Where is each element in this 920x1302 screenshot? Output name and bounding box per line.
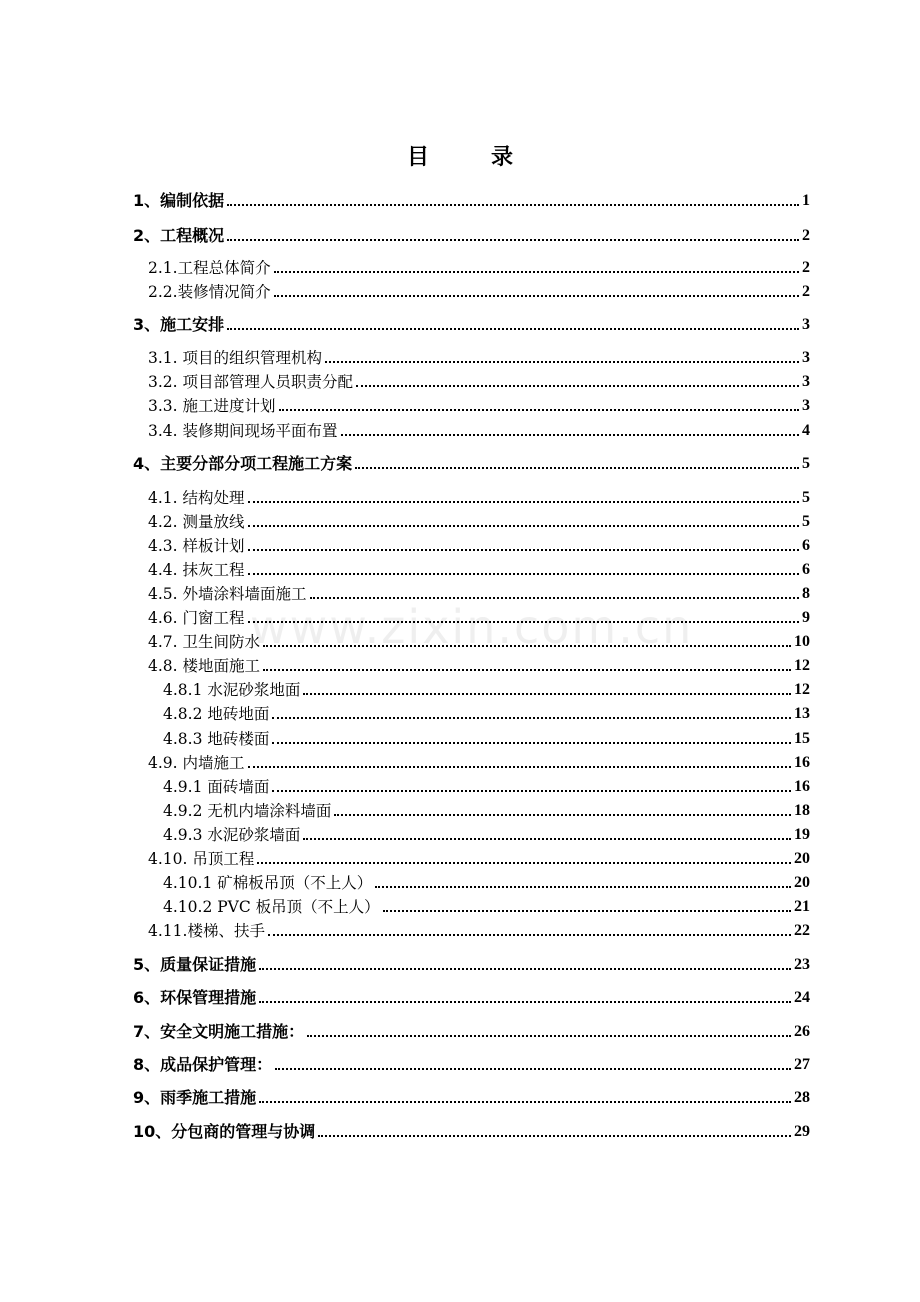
toc-entry-page-number: 16 bbox=[794, 754, 810, 771]
toc-entry-label: 1、编制依据 bbox=[133, 191, 225, 210]
toc-entry-label: 4.2. 测量放线 bbox=[148, 513, 245, 531]
toc-entry-label: 4.9.1 面砖墙面 bbox=[163, 778, 270, 796]
toc-entry[interactable] bbox=[148, 347, 810, 369]
toc-entry-page-number: 29 bbox=[794, 1123, 810, 1140]
toc-entry-label: 4.7. 卫生间防水 bbox=[148, 633, 261, 651]
toc-entry-page-number: 27 bbox=[794, 1056, 810, 1073]
toc-entry-page-number: 9 bbox=[802, 609, 810, 626]
toc-dot-leader bbox=[334, 814, 791, 816]
toc-entry[interactable] bbox=[163, 776, 810, 798]
toc-dot-leader bbox=[307, 1035, 791, 1037]
toc-dot-leader bbox=[275, 1068, 791, 1070]
toc-entry-label: 5、质量保证措施 bbox=[133, 955, 257, 974]
toc-entry-page-number: 13 bbox=[794, 705, 810, 722]
toc-entry[interactable] bbox=[148, 371, 810, 393]
watermark: www.zixin.com.cn bbox=[250, 600, 694, 654]
toc-dot-leader bbox=[268, 934, 791, 936]
toc-dot-leader bbox=[248, 621, 799, 623]
toc-dot-leader bbox=[248, 501, 799, 503]
toc-entry-page-number: 10 bbox=[794, 633, 810, 650]
toc-entry[interactable] bbox=[133, 225, 810, 247]
toc-dot-leader bbox=[272, 790, 791, 792]
toc-dot-leader bbox=[303, 838, 791, 840]
toc-entry-page-number: 26 bbox=[794, 1023, 810, 1040]
toc-entry-page-number: 12 bbox=[794, 681, 810, 698]
toc-entry-page-number: 2 bbox=[802, 283, 810, 300]
toc-entry[interactable] bbox=[148, 631, 810, 653]
toc-dot-leader bbox=[227, 239, 799, 241]
toc-entry[interactable] bbox=[163, 896, 810, 918]
toc-entry-label: 4.6. 门窗工程 bbox=[148, 609, 245, 627]
toc-entry[interactable] bbox=[163, 800, 810, 822]
toc-entry-page-number: 12 bbox=[794, 657, 810, 674]
toc-entry-label: 3.4. 装修期间现场平面布置 bbox=[148, 422, 338, 440]
toc-entry-page-number: 18 bbox=[794, 802, 810, 819]
toc-entry-page-number: 19 bbox=[794, 826, 810, 843]
toc-entry[interactable] bbox=[133, 987, 810, 1009]
toc-entry[interactable] bbox=[148, 655, 810, 677]
toc-entry-label: 4.8.2 地砖地面 bbox=[163, 705, 270, 723]
toc-entry[interactable] bbox=[133, 954, 810, 976]
toc-entry-page-number: 28 bbox=[794, 1089, 810, 1106]
toc-entry-label: 4.1. 结构处理 bbox=[148, 489, 245, 507]
toc-entry-label: 4.10.1 矿棉板吊顶（不上人） bbox=[163, 874, 373, 892]
toc-entry[interactable] bbox=[148, 920, 810, 942]
toc-dot-leader bbox=[272, 717, 791, 719]
toc-entry-label: 10、分包商的管理与协调 bbox=[133, 1122, 316, 1141]
toc-entry-page-number: 20 bbox=[794, 850, 810, 867]
toc-entry[interactable] bbox=[148, 607, 810, 629]
toc-entry-label: 4.8.1 水泥砂浆地面 bbox=[163, 681, 301, 699]
toc-entry[interactable] bbox=[133, 1054, 810, 1076]
toc-entry[interactable] bbox=[133, 314, 810, 336]
toc-entry-label: 9、雨季施工措施 bbox=[133, 1088, 257, 1107]
toc-dot-leader bbox=[272, 742, 791, 744]
toc-entry[interactable] bbox=[163, 679, 810, 701]
toc-entry-label: 4.9.3 水泥砂浆墙面 bbox=[163, 826, 301, 844]
toc-entry-page-number: 4 bbox=[802, 422, 810, 439]
toc-entry[interactable] bbox=[133, 190, 810, 212]
toc-entry-label: 6、环保管理措施 bbox=[133, 988, 257, 1007]
toc-entry[interactable] bbox=[133, 453, 810, 475]
toc-entry[interactable] bbox=[163, 872, 810, 894]
toc-entry[interactable] bbox=[148, 752, 810, 774]
toc-dot-leader bbox=[227, 328, 799, 330]
toc-entry-page-number: 2 bbox=[802, 227, 810, 244]
toc-entry[interactable] bbox=[133, 1087, 810, 1109]
toc-entry-page-number: 6 bbox=[802, 561, 810, 578]
toc-entry-label: 2、工程概况 bbox=[133, 226, 225, 245]
toc-entry-page-number: 5 bbox=[802, 455, 810, 472]
toc-entry-label: 4、主要分部分项工程施工方案 bbox=[133, 454, 353, 473]
toc-entry-page-number: 3 bbox=[802, 316, 810, 333]
toc-dot-leader bbox=[274, 271, 799, 273]
toc-entry-page-number: 20 bbox=[794, 874, 810, 891]
toc-dot-leader bbox=[227, 204, 799, 206]
toc-entry-label: 4.8. 楼地面施工 bbox=[148, 657, 261, 675]
toc-dot-leader bbox=[355, 467, 799, 469]
toc-entry[interactable] bbox=[148, 535, 810, 557]
toc-entry-label: 3、施工安排 bbox=[133, 315, 225, 334]
toc-dot-leader bbox=[259, 1001, 791, 1003]
toc-entry[interactable] bbox=[163, 728, 810, 750]
toc-dot-leader bbox=[248, 766, 791, 768]
toc-dot-leader bbox=[341, 434, 799, 436]
toc-entry-page-number: 16 bbox=[794, 778, 810, 795]
toc-entry[interactable] bbox=[148, 583, 810, 605]
toc-dot-leader bbox=[263, 669, 791, 671]
toc-entry[interactable] bbox=[148, 559, 810, 581]
toc-entry-label: 8、成品保护管理： bbox=[133, 1055, 273, 1074]
toc-entry-page-number: 5 bbox=[802, 489, 810, 506]
toc-entry-page-number: 1 bbox=[802, 192, 810, 209]
toc-entry-page-number: 3 bbox=[802, 397, 810, 414]
toc-dot-leader bbox=[259, 1101, 791, 1103]
toc-entry[interactable] bbox=[133, 1121, 810, 1143]
toc-entry[interactable] bbox=[148, 257, 810, 279]
toc-dot-leader bbox=[263, 645, 791, 647]
toc-dot-leader bbox=[303, 693, 791, 695]
toc-entry[interactable] bbox=[148, 511, 810, 533]
page-title: 目 录 bbox=[406, 144, 533, 170]
toc-entry-page-number: 2 bbox=[802, 259, 810, 276]
toc-entry-page-number: 21 bbox=[794, 898, 810, 915]
toc-entry-page-number: 3 bbox=[802, 373, 810, 390]
toc-entry-page-number: 22 bbox=[794, 922, 810, 939]
toc-dot-leader bbox=[248, 549, 799, 551]
toc-entry-page-number: 15 bbox=[794, 730, 810, 747]
toc-entry[interactable] bbox=[163, 703, 810, 725]
toc-entry-label: 4.10.2 PVC 板吊顶（不上人） bbox=[163, 898, 380, 916]
toc-entry-label: 4.11.楼梯、扶手 bbox=[148, 922, 265, 940]
toc-entry[interactable] bbox=[133, 1021, 810, 1043]
toc-entry-page-number: 8 bbox=[802, 585, 810, 602]
toc-entry[interactable] bbox=[148, 281, 810, 303]
toc-dot-leader bbox=[375, 886, 791, 888]
toc-dot-leader bbox=[248, 525, 799, 527]
toc-entry-label: 7、安全文明施工措施： bbox=[133, 1022, 305, 1041]
toc-dot-leader bbox=[248, 573, 799, 575]
toc-entry-page-number: 6 bbox=[802, 537, 810, 554]
toc-entry-label: 4.4. 抹灰工程 bbox=[148, 561, 245, 579]
toc-entry-label: 4.10. 吊顶工程 bbox=[148, 850, 255, 868]
toc-dot-leader bbox=[279, 409, 799, 411]
toc-entry-page-number: 5 bbox=[802, 513, 810, 530]
toc-entry-label: 2.1.工程总体简介 bbox=[148, 259, 271, 277]
toc-entry-page-number: 3 bbox=[802, 349, 810, 366]
toc-entry[interactable] bbox=[148, 395, 810, 417]
toc-dot-leader bbox=[383, 910, 791, 912]
toc-entry-label: 4.5. 外墙涂料墙面施工 bbox=[148, 585, 307, 603]
toc-entry-label: 4.3. 样板计划 bbox=[148, 537, 245, 555]
toc-entry-page-number: 24 bbox=[794, 989, 810, 1006]
toc-dot-leader bbox=[356, 385, 799, 387]
toc-entry[interactable] bbox=[148, 848, 810, 870]
toc-entry-label: 2.2.装修情况简介 bbox=[148, 283, 271, 301]
toc-entry[interactable] bbox=[163, 824, 810, 846]
toc-entry-label: 3.3. 施工进度计划 bbox=[148, 397, 276, 415]
toc-entry-page-number: 23 bbox=[794, 956, 810, 973]
toc-dot-leader bbox=[310, 597, 799, 599]
toc-dot-leader bbox=[274, 295, 799, 297]
toc-dot-leader bbox=[318, 1135, 791, 1137]
toc-entry-label: 4.9.2 无机内墙涂料墙面 bbox=[163, 802, 332, 820]
toc-entry-label: 4.8.3 地砖楼面 bbox=[163, 730, 270, 748]
toc-entry[interactable] bbox=[148, 487, 810, 509]
toc-entry-label: 3.2. 项目部管理人员职责分配 bbox=[148, 373, 354, 391]
toc-dot-leader bbox=[325, 361, 799, 363]
toc-dot-leader bbox=[257, 862, 791, 864]
toc-entry[interactable] bbox=[148, 420, 810, 442]
toc-entry-label: 4.9. 内墙施工 bbox=[148, 754, 245, 772]
toc-dot-leader bbox=[259, 968, 791, 970]
toc-entry-label: 3.1. 项目的组织管理机构 bbox=[148, 349, 323, 367]
